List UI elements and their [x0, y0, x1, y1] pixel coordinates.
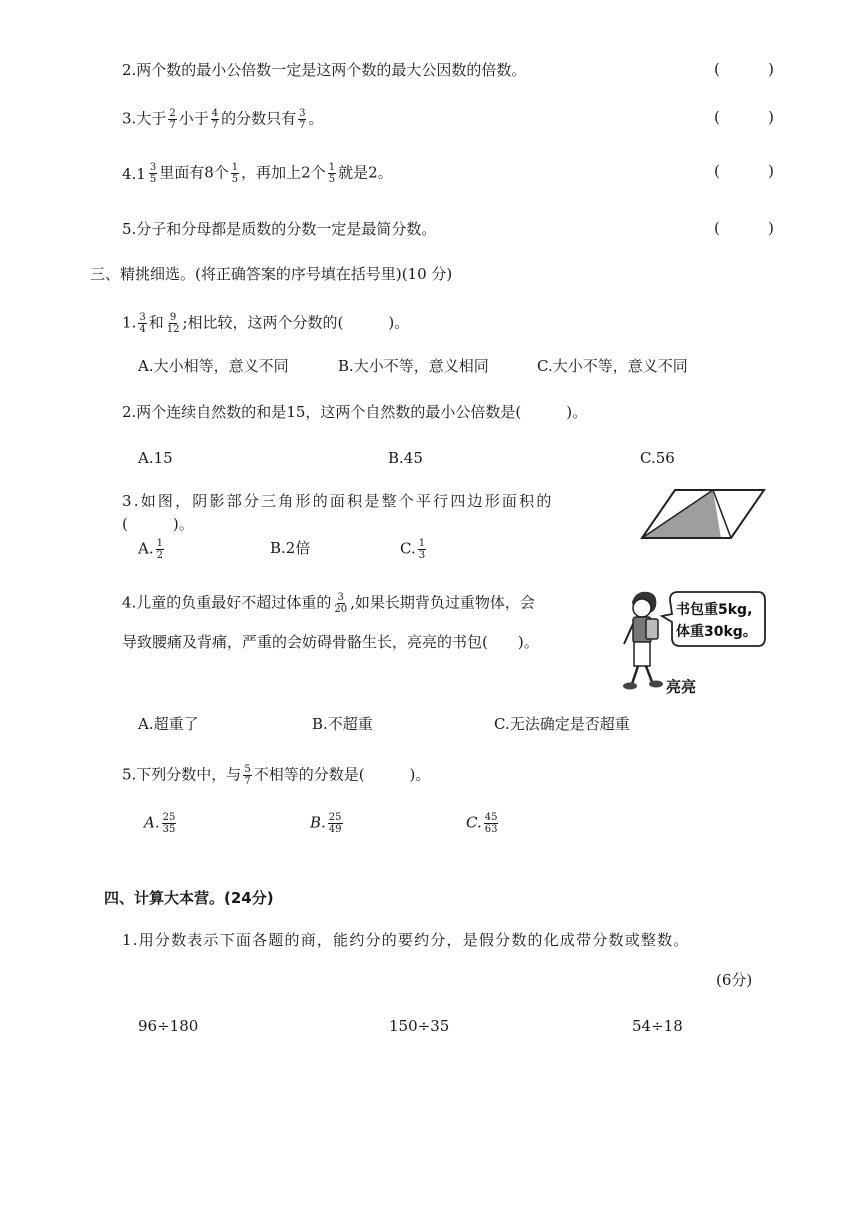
- q2-option-a[interactable]: A.15: [138, 449, 173, 467]
- choice-question-2: 2.两个连续自然数的和是15，这两个自然数的最小公倍数是( )。: [122, 403, 588, 421]
- calc-problem-1: 96÷180: [138, 1017, 199, 1035]
- numerator: 3: [299, 108, 306, 119]
- fraction: [243, 764, 251, 787]
- q1-option-b[interactable]: B.大小不等，意义相同: [338, 357, 489, 375]
- paren-open: (: [714, 60, 720, 78]
- denominator: 49: [328, 824, 342, 835]
- boy-figure: [623, 592, 663, 690]
- q1-option-c[interactable]: C.大小不等，意义不同: [537, 357, 688, 375]
- mixed-number: [122, 162, 159, 185]
- option-label: A.: [144, 813, 160, 832]
- q1-option-a[interactable]: A.大小相等，意义不同: [138, 357, 289, 375]
- denominator: 3: [418, 550, 426, 561]
- item-text: 4.1: [122, 164, 146, 183]
- leg-left: [632, 666, 638, 684]
- answer-paren-4[interactable]: [714, 162, 774, 180]
- paren-close: ): [768, 162, 774, 180]
- item-text: 3.大于: [122, 109, 167, 128]
- item-text: 5.下列分数中，与: [122, 765, 242, 784]
- numerator: 9: [169, 312, 177, 323]
- denominator: 35: [162, 824, 176, 835]
- q3-option-c[interactable]: [400, 538, 428, 561]
- calc-problem-3: 54÷18: [632, 1017, 683, 1035]
- denominator: 4: [139, 324, 146, 335]
- leg-right: [646, 666, 652, 682]
- option-label: C.: [466, 813, 482, 832]
- item-text: 5.分子和分母都是质数的分数一定是最简分数。: [122, 220, 437, 238]
- fraction: [138, 312, 146, 335]
- paren-open: (: [714, 162, 720, 180]
- answer-paren-5[interactable]: [714, 219, 774, 237]
- numerator: 1: [156, 538, 163, 549]
- fraction: [162, 812, 177, 835]
- numerator: 4: [211, 108, 219, 119]
- score-label: (6分): [716, 971, 753, 989]
- denominator: 7: [299, 120, 306, 131]
- shoe-right: [649, 681, 663, 688]
- section-4-title: 四、计算大本营。(24分): [104, 889, 274, 907]
- choice-question-1: [122, 312, 409, 335]
- q2-option-c[interactable]: C.56: [640, 449, 675, 467]
- numerator: 1: [328, 162, 336, 173]
- paren-close: ): [768, 108, 774, 126]
- item-text: 4.儿童的负重最好不超过体重的: [122, 593, 332, 612]
- numerator: 25: [328, 812, 342, 823]
- backpack: [646, 619, 658, 639]
- item-text: 不相等的分数是( )。: [253, 765, 431, 784]
- boy-illustration: [618, 586, 768, 698]
- choice-question-4-line1: [122, 592, 535, 615]
- numerator: 45: [484, 812, 498, 823]
- q3-option-a[interactable]: [138, 538, 166, 561]
- arm: [624, 624, 633, 644]
- item-text: 和: [148, 313, 164, 332]
- denominator: 2: [156, 550, 163, 561]
- judgement-item-5: [122, 219, 436, 239]
- q5-option-a[interactable]: [144, 812, 178, 835]
- denominator: 7: [211, 120, 219, 131]
- item-text: ，再加上2个: [241, 163, 326, 182]
- q5-option-c[interactable]: [466, 812, 500, 835]
- numerator: 2: [169, 108, 176, 119]
- fraction: [166, 312, 181, 335]
- pants: [634, 642, 650, 666]
- fraction: [333, 592, 348, 615]
- bubble-line-1: 书包重5kg,: [676, 602, 753, 618]
- fraction: [168, 108, 176, 131]
- fraction: [149, 162, 157, 185]
- numerator: 1: [418, 538, 426, 549]
- fraction: [418, 538, 426, 561]
- denominator: 5: [328, 174, 336, 185]
- paren-close: ): [768, 60, 774, 78]
- answer-paren-2[interactable]: [714, 60, 774, 78]
- item-text: 2.两个数的最小公倍数一定是这两个数的最大公因数的倍数。: [122, 61, 527, 79]
- judgement-item-3: [122, 108, 323, 131]
- option-label: C.: [400, 539, 416, 558]
- option-label: B.: [310, 813, 326, 832]
- q4-option-c[interactable]: C.无法确定是否超重: [494, 715, 630, 733]
- bubble-line-2: 体重30kg。: [676, 624, 757, 640]
- judgement-item-4: [122, 162, 393, 185]
- shoe-left: [623, 683, 637, 690]
- q5-option-b[interactable]: [310, 812, 345, 835]
- item-text: 小于: [178, 109, 209, 128]
- item-text: 。: [308, 109, 324, 128]
- q2-option-b[interactable]: B.45: [388, 449, 423, 467]
- q4-option-a[interactable]: A.超重了: [138, 715, 199, 733]
- fraction: [328, 812, 343, 835]
- numerator: 25: [162, 812, 176, 823]
- numerator: 3: [139, 312, 146, 323]
- item-text: 就是2。: [338, 163, 393, 182]
- denominator: 12: [166, 324, 180, 335]
- section-3-title: 三、精挑细选。(将正确答案的序号填在括号里)(10 分): [90, 265, 453, 283]
- boy-name-label: 亮亮: [666, 678, 697, 696]
- numerator: 3: [337, 592, 344, 603]
- face: [633, 599, 651, 617]
- item-text: 的分数只有: [221, 109, 297, 128]
- item-text: 里面有8个: [159, 163, 229, 182]
- denominator: 20: [334, 604, 348, 615]
- fraction: [231, 162, 239, 185]
- choice-question-3-line2: ( )。: [122, 515, 194, 533]
- choice-question-5: [122, 764, 430, 787]
- q3-option-b[interactable]: B.2倍: [270, 539, 311, 557]
- option-label: A.: [138, 539, 154, 558]
- answer-paren-3[interactable]: [714, 108, 774, 126]
- item-text: 1.: [122, 313, 137, 332]
- fraction: [328, 162, 336, 185]
- paren-open: (: [714, 219, 720, 237]
- numerator: 5: [244, 764, 251, 775]
- fraction: [211, 108, 219, 131]
- denominator: 5: [149, 174, 157, 185]
- fraction: [484, 812, 499, 835]
- parallelogram-figure: [640, 487, 766, 541]
- denominator: 7: [169, 120, 176, 131]
- choice-question-4-line2: 导致腰痛及背痛，严重的会妨碍骨骼生长，亮亮的书包( )。: [122, 633, 539, 651]
- choice-question-3-line1: 3.如图，阴影部分三角形的面积是整个平行四边形面积的: [122, 492, 554, 510]
- item-text: ,如果长期背负过重物体，会: [350, 593, 535, 612]
- denominator: 7: [244, 776, 251, 787]
- calc-question-1: 1.用分数表示下面各题的商，能约分的要约分，是假分数的化成带分数或整数。: [122, 931, 690, 949]
- calc-problem-2: 150÷35: [389, 1017, 450, 1035]
- fraction: [156, 538, 164, 561]
- paren-close: ): [768, 219, 774, 237]
- item-text: ;相比较，这两个分数的( )。: [182, 313, 410, 332]
- judgement-item-2: [122, 60, 526, 80]
- paren-open: (: [714, 108, 720, 126]
- denominator: 63: [484, 824, 498, 835]
- q4-option-b[interactable]: B.不超重: [312, 715, 373, 733]
- numerator: 1: [231, 162, 239, 173]
- numerator: 3: [149, 162, 157, 173]
- denominator: 5: [231, 174, 239, 185]
- fraction: [298, 108, 306, 131]
